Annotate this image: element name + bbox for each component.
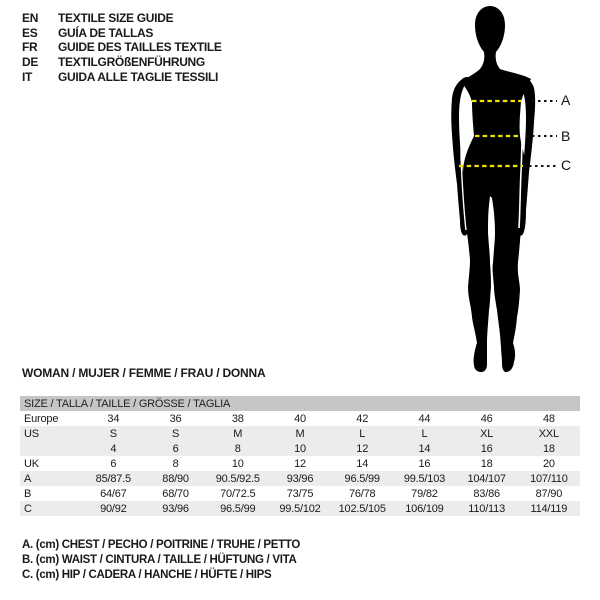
marker-label-c: C <box>561 157 572 173</box>
size-cell: 14 <box>356 457 369 470</box>
size-cell: 16 <box>418 457 431 470</box>
marker-label-a: A <box>561 92 571 108</box>
size-cell: 110/113 <box>456 501 518 516</box>
size-table-header-row <box>20 396 580 411</box>
size-cell: 93/96 <box>144 501 206 516</box>
row-label: C <box>20 501 82 516</box>
size-cell: 68/70 <box>162 487 189 500</box>
size-cell: 79/82 <box>411 487 438 500</box>
women-section-title: WOMAN / MUJER / FEMME / FRAU / DONNA <box>22 366 266 380</box>
language-code: ES <box>22 25 38 40</box>
language-row <box>22 11 222 26</box>
size-cell: 83/86 <box>473 487 500 500</box>
language-legend <box>22 11 222 84</box>
size-cell: 85/87.5 <box>82 471 144 486</box>
language-code: IT <box>22 69 33 84</box>
row-label: UK <box>24 457 39 470</box>
size-cell: 40 <box>294 412 306 425</box>
row-label: US <box>20 426 82 441</box>
note-hip: C. (cm) HIP / CADERA / HANCHE / HÜFTE / HIPS <box>22 569 272 582</box>
marker-label-b: B <box>561 128 571 144</box>
size-cell: L <box>331 426 393 441</box>
size-cell: 44 <box>418 412 431 425</box>
size-table-body <box>20 396 580 516</box>
row-label: A <box>20 471 82 486</box>
size-cell: 96.5/99 <box>207 501 269 516</box>
size-cell: S <box>144 426 206 441</box>
size-cell: 12 <box>294 457 306 470</box>
size-cell: 18 <box>480 457 493 470</box>
size-cell: S <box>82 426 144 441</box>
size-cell: L <box>393 426 455 441</box>
table-row <box>20 456 580 471</box>
size-cell: 6 <box>144 441 206 456</box>
size-cell: 90/92 <box>82 501 144 516</box>
size-cell: 102.5/105 <box>331 501 393 516</box>
size-cell: 4 <box>82 441 144 456</box>
size-cell: 90.5/92.5 <box>207 471 269 486</box>
size-cell: 8 <box>207 441 269 456</box>
note-waist: B. (cm) WAIST / CINTURA / TAILLE / HÜFTUNG / VITA <box>22 554 297 567</box>
size-cell: 87/90 <box>535 487 563 500</box>
table-row <box>20 441 580 456</box>
language-code: EN <box>22 11 39 26</box>
language-title: GUÍA DE TALLAS <box>58 25 154 40</box>
measurement-notes <box>22 538 300 584</box>
size-cell: 73/75 <box>286 487 314 500</box>
size-cell: 10 <box>269 441 331 456</box>
language-row <box>22 55 222 70</box>
size-cell: 107/110 <box>518 471 580 486</box>
size-cell: 93/96 <box>269 471 331 486</box>
size-cell: 42 <box>356 412 369 425</box>
language-title: TEXTILGRÖßENFÜHRUNG <box>58 55 205 70</box>
row-label: Europe <box>24 412 59 425</box>
language-row <box>22 40 222 55</box>
table-row <box>20 426 580 441</box>
size-cell: 38 <box>231 412 244 425</box>
row-label <box>20 441 82 456</box>
size-cell: 10 <box>231 457 244 470</box>
language-row <box>22 69 222 84</box>
size-cell: 96.5/99 <box>331 471 393 486</box>
note-chest: A. (cm) CHEST / PECHO / POITRINE / TRUHE / PETTO <box>22 539 301 551</box>
language-title: GUIDE DES TAILLES TEXTILE <box>58 40 222 55</box>
size-cell: 16 <box>456 441 518 456</box>
size-table-header: SIZE / TALLA / TAILLE / GRÖSSE / TAGLIA <box>20 396 580 411</box>
size-cell: 34 <box>107 412 120 425</box>
size-cell: XXL <box>518 426 580 441</box>
size-cell: 106/109 <box>393 501 455 516</box>
size-cell: 70/72.5 <box>220 487 256 500</box>
size-cell: 99.5/102 <box>269 501 331 516</box>
size-cell: XL <box>456 426 518 441</box>
size-cell: 18 <box>518 441 580 456</box>
size-cell: 36 <box>169 412 182 425</box>
table-row <box>20 471 580 486</box>
size-cell: 46 <box>480 412 493 425</box>
size-cell: M <box>207 426 269 441</box>
size-cell: M <box>269 426 331 441</box>
language-code: DE <box>22 55 39 70</box>
size-cell: 99.5/103 <box>393 471 455 486</box>
size-cell: 6 <box>110 457 117 470</box>
size-cell: 8 <box>172 457 179 470</box>
table-row <box>20 501 580 516</box>
size-cell: 104/107 <box>456 471 518 486</box>
size-cell: 64/67 <box>100 487 127 500</box>
language-title: TEXTILE SIZE GUIDE <box>58 11 174 26</box>
language-title: GUIDA ALLE TAGLIE TESSILI <box>58 69 219 84</box>
size-cell: 76/78 <box>348 487 376 500</box>
language-code: FR <box>22 40 38 55</box>
size-cell: 114/119 <box>518 501 580 516</box>
size-table <box>20 396 580 516</box>
table-row <box>20 411 580 426</box>
row-label: B <box>24 487 32 500</box>
size-cell: 88/90 <box>144 471 206 486</box>
table-row <box>20 486 580 501</box>
size-figure <box>410 0 600 385</box>
size-cell: 14 <box>393 441 455 456</box>
size-cell: 20 <box>542 457 555 470</box>
woman-silhouette <box>410 0 600 385</box>
size-cell: 48 <box>542 412 555 425</box>
language-row <box>22 26 222 41</box>
size-cell: 12 <box>331 441 393 456</box>
